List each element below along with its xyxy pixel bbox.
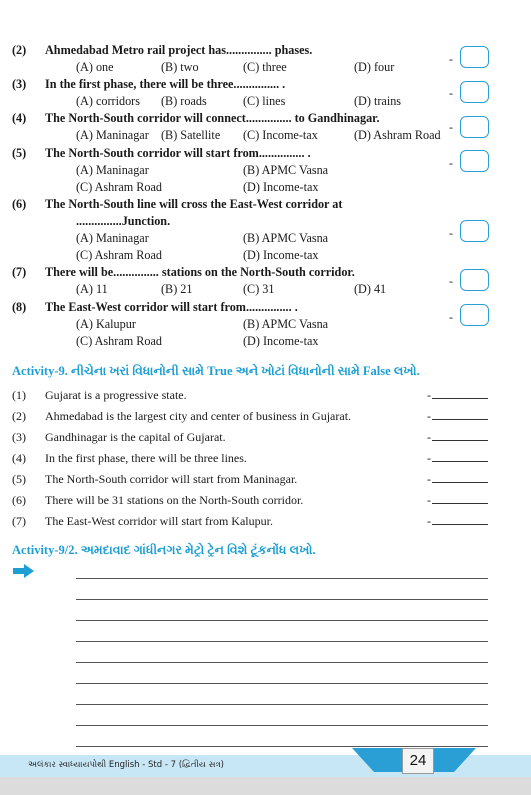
option-a: (A) corridors bbox=[76, 94, 140, 108]
answer-line[interactable] bbox=[432, 461, 488, 462]
question-stem: The East-West corridor will start from............... . bbox=[45, 300, 298, 314]
item-number: (7) bbox=[12, 514, 26, 528]
item-text: There will be 31 stations on the North-South corridor. bbox=[45, 493, 304, 507]
answer-dash: - bbox=[449, 274, 453, 288]
option-b: (B) APMC Vasna bbox=[243, 317, 329, 331]
answer-box[interactable] bbox=[460, 150, 489, 172]
question-stem: There will be............... stations on the North-South corridor. bbox=[45, 265, 355, 279]
answer-dash: - bbox=[427, 472, 431, 486]
answer-dash: - bbox=[427, 388, 431, 402]
question-number: (3) bbox=[12, 77, 27, 91]
option-c: (C) Ashram Road bbox=[76, 334, 162, 348]
item-number: (1) bbox=[12, 388, 26, 402]
option-a: (A) Kalupur bbox=[76, 317, 136, 331]
writing-line[interactable] bbox=[76, 704, 488, 705]
answer-dash: - bbox=[427, 514, 431, 528]
item-number: (2) bbox=[12, 409, 26, 423]
question-stem: In the first phase, there will be three............... . bbox=[45, 77, 286, 91]
answer-box[interactable] bbox=[460, 220, 489, 242]
option-d: (D) 41 bbox=[354, 282, 387, 296]
answer-dash: - bbox=[427, 493, 431, 507]
question-stem-continued: ...............Junction. bbox=[76, 214, 171, 228]
answer-box[interactable] bbox=[460, 304, 489, 326]
answer-dash: - bbox=[449, 52, 453, 66]
item-number: (5) bbox=[12, 472, 26, 486]
answer-dash: - bbox=[427, 430, 431, 444]
item-text: The East-West corridor will start from Kalupur. bbox=[45, 514, 273, 528]
question-number: (5) bbox=[12, 146, 27, 160]
answer-dash: - bbox=[449, 226, 453, 240]
answer-box[interactable] bbox=[460, 81, 489, 103]
answer-dash: - bbox=[427, 409, 431, 423]
answer-line[interactable] bbox=[432, 440, 488, 441]
answer-dash: - bbox=[449, 120, 453, 134]
option-a: (A) Maninagar bbox=[76, 163, 149, 177]
option-b: (B) roads bbox=[161, 94, 207, 108]
activity-9-2-title: Activity-9/2. અમદાવાદ ગાંધીનગર મેટ્રો ટ્રેન વિશે ટૂંકનોંધ લખો. bbox=[12, 543, 316, 557]
option-c: (C) Ashram Road bbox=[76, 248, 162, 262]
item-text: Gujarat is a progressive state. bbox=[45, 388, 187, 402]
answer-line[interactable] bbox=[432, 482, 488, 483]
writing-line[interactable] bbox=[76, 725, 488, 726]
option-a: (A) Maninagar bbox=[76, 128, 149, 142]
answer-line[interactable] bbox=[432, 503, 488, 504]
option-c: (C) Income-tax bbox=[243, 128, 318, 142]
option-d: (D) trains bbox=[354, 94, 402, 108]
answer-dash: - bbox=[449, 310, 453, 324]
question-number: (4) bbox=[12, 111, 27, 125]
answer-box[interactable] bbox=[460, 46, 489, 68]
item-text: Ahmedabad is the largest city and center of business in Gujarat. bbox=[45, 409, 352, 423]
page-number: 24 bbox=[402, 748, 434, 774]
question-stem: The North-South line will cross the East-West corridor at bbox=[45, 197, 343, 211]
answer-dash: - bbox=[449, 156, 453, 170]
option-c: (C) three bbox=[243, 60, 287, 74]
option-d: (D) Income-tax bbox=[243, 180, 319, 194]
question-number: (2) bbox=[12, 43, 27, 57]
writing-line[interactable] bbox=[76, 662, 488, 663]
option-d: (D) Ashram Road bbox=[354, 128, 441, 142]
question-stem: The North-South corridor will start from............... . bbox=[45, 146, 311, 160]
option-a: (A) one bbox=[76, 60, 114, 74]
answer-box[interactable] bbox=[460, 116, 489, 138]
item-text: In the first phase, there will be three lines. bbox=[45, 451, 247, 465]
footer-strip bbox=[0, 777, 531, 795]
writing-line[interactable] bbox=[76, 620, 488, 621]
option-b: (B) APMC Vasna bbox=[243, 163, 329, 177]
option-b: (B) two bbox=[161, 60, 199, 74]
option-a: (A) 11 bbox=[76, 282, 108, 296]
footer-title: અલંકાર સ્વાધ્યાયપોથી English - Std - 7 (દ્વિતીય સત્ર) bbox=[28, 760, 224, 770]
arrow-right-icon bbox=[13, 564, 35, 578]
answer-line[interactable] bbox=[432, 398, 488, 399]
question-number: (8) bbox=[12, 300, 27, 314]
option-c: (C) 31 bbox=[243, 282, 275, 296]
option-d: (D) four bbox=[354, 60, 395, 74]
option-a: (A) Maninagar bbox=[76, 231, 149, 245]
question-number: (7) bbox=[12, 265, 27, 279]
item-text: The North-South corridor will start from Maninagar. bbox=[45, 472, 298, 486]
item-number: (3) bbox=[12, 430, 26, 444]
option-c: (C) lines bbox=[243, 94, 286, 108]
option-b: (B) APMC Vasna bbox=[243, 231, 329, 245]
writing-line[interactable] bbox=[76, 641, 488, 642]
answer-line[interactable] bbox=[432, 419, 488, 420]
activity-9-title: Activity-9. નીચેના ખરાં વિધાનોની સામે True અને ખોટાં વિધાનોની સામે False લખો. bbox=[12, 364, 420, 378]
question-stem: Ahmedabad Metro rail project has............... phases. bbox=[45, 43, 313, 57]
option-b: (B) 21 bbox=[161, 282, 193, 296]
writing-line[interactable] bbox=[76, 746, 488, 747]
question-stem: The North-South corridor will connect............... to Gandhinagar. bbox=[45, 111, 380, 125]
option-d: (D) Income-tax bbox=[243, 248, 319, 262]
item-number: (6) bbox=[12, 493, 26, 507]
writing-line[interactable] bbox=[76, 578, 488, 579]
item-number: (4) bbox=[12, 451, 26, 465]
answer-line[interactable] bbox=[432, 524, 488, 525]
option-c: (C) Ashram Road bbox=[76, 180, 162, 194]
writing-line[interactable] bbox=[76, 683, 488, 684]
answer-dash: - bbox=[427, 451, 431, 465]
option-b: (B) Satellite bbox=[161, 128, 221, 142]
answer-box[interactable] bbox=[460, 269, 489, 291]
writing-line[interactable] bbox=[76, 599, 488, 600]
question-number: (6) bbox=[12, 197, 27, 211]
option-d: (D) Income-tax bbox=[243, 334, 319, 348]
answer-dash: - bbox=[449, 86, 453, 100]
item-text: Gandhinagar is the capital of Gujarat. bbox=[45, 430, 226, 444]
